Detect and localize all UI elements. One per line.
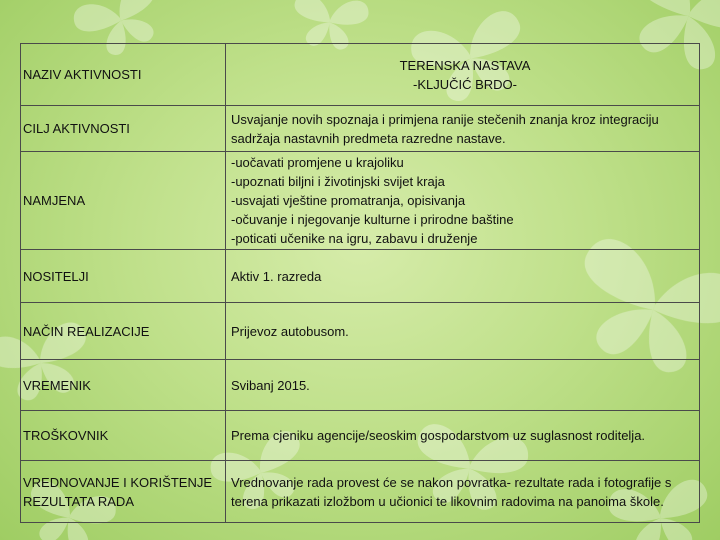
row-label: VREDNOVANJE I KORIŠTENJE REZULTATA RADA: [21, 461, 226, 523]
row-value: Svibanj 2015.: [226, 360, 700, 411]
activity-table: [20, 43, 700, 523]
row-value: Vrednovanje rada provest će se nakon povratka- rezultate rada i fotografije s terena prikazati izložbom u učionici te likovnim radovima na panoima škole.: [226, 461, 700, 523]
table-row: [21, 250, 700, 303]
table-row: [21, 461, 700, 523]
row-value: -uočavati promjene u krajoliku -upoznati biljni i životinjski svijet kraja -usvajati vještine promatranja, opisivanja -očuvanje i njegovanje kulturne i prirodne baštine -poticati učenike na igru, zabavu i druženje: [226, 152, 700, 250]
row-value: Usvajanje novih spoznaja i primjena ranije stečenih znanja kroz integraciju sadržaja nastavnih predmeta razredne nastave.: [226, 106, 700, 152]
row-label: NAMJENA: [21, 152, 226, 250]
row-value: Prijevoz autobusom.: [226, 303, 700, 360]
row-value: Prema cjeniku agencije/seoskim gospodarstvom uz suglasnost roditelja.: [226, 411, 700, 461]
row-label: NOSITELJI: [21, 250, 226, 303]
row-label: CILJ AKTIVNOSTI: [21, 106, 226, 152]
table-row: [21, 44, 700, 106]
table-row: [21, 411, 700, 461]
table-row: [21, 106, 700, 152]
table-row: [21, 303, 700, 360]
table-row: [21, 360, 700, 411]
row-label: NAZIV AKTIVNOSTI: [21, 44, 226, 106]
table-row: [21, 152, 700, 250]
row-label: TROŠKOVNIK: [21, 411, 226, 461]
row-label: NAČIN REALIZACIJE: [21, 303, 226, 360]
row-value: Aktiv 1. razreda: [226, 250, 700, 303]
row-label: VREMENIK: [21, 360, 226, 411]
row-value: TERENSKA NASTAVA -KLJUČIĆ BRDO-: [226, 44, 700, 106]
